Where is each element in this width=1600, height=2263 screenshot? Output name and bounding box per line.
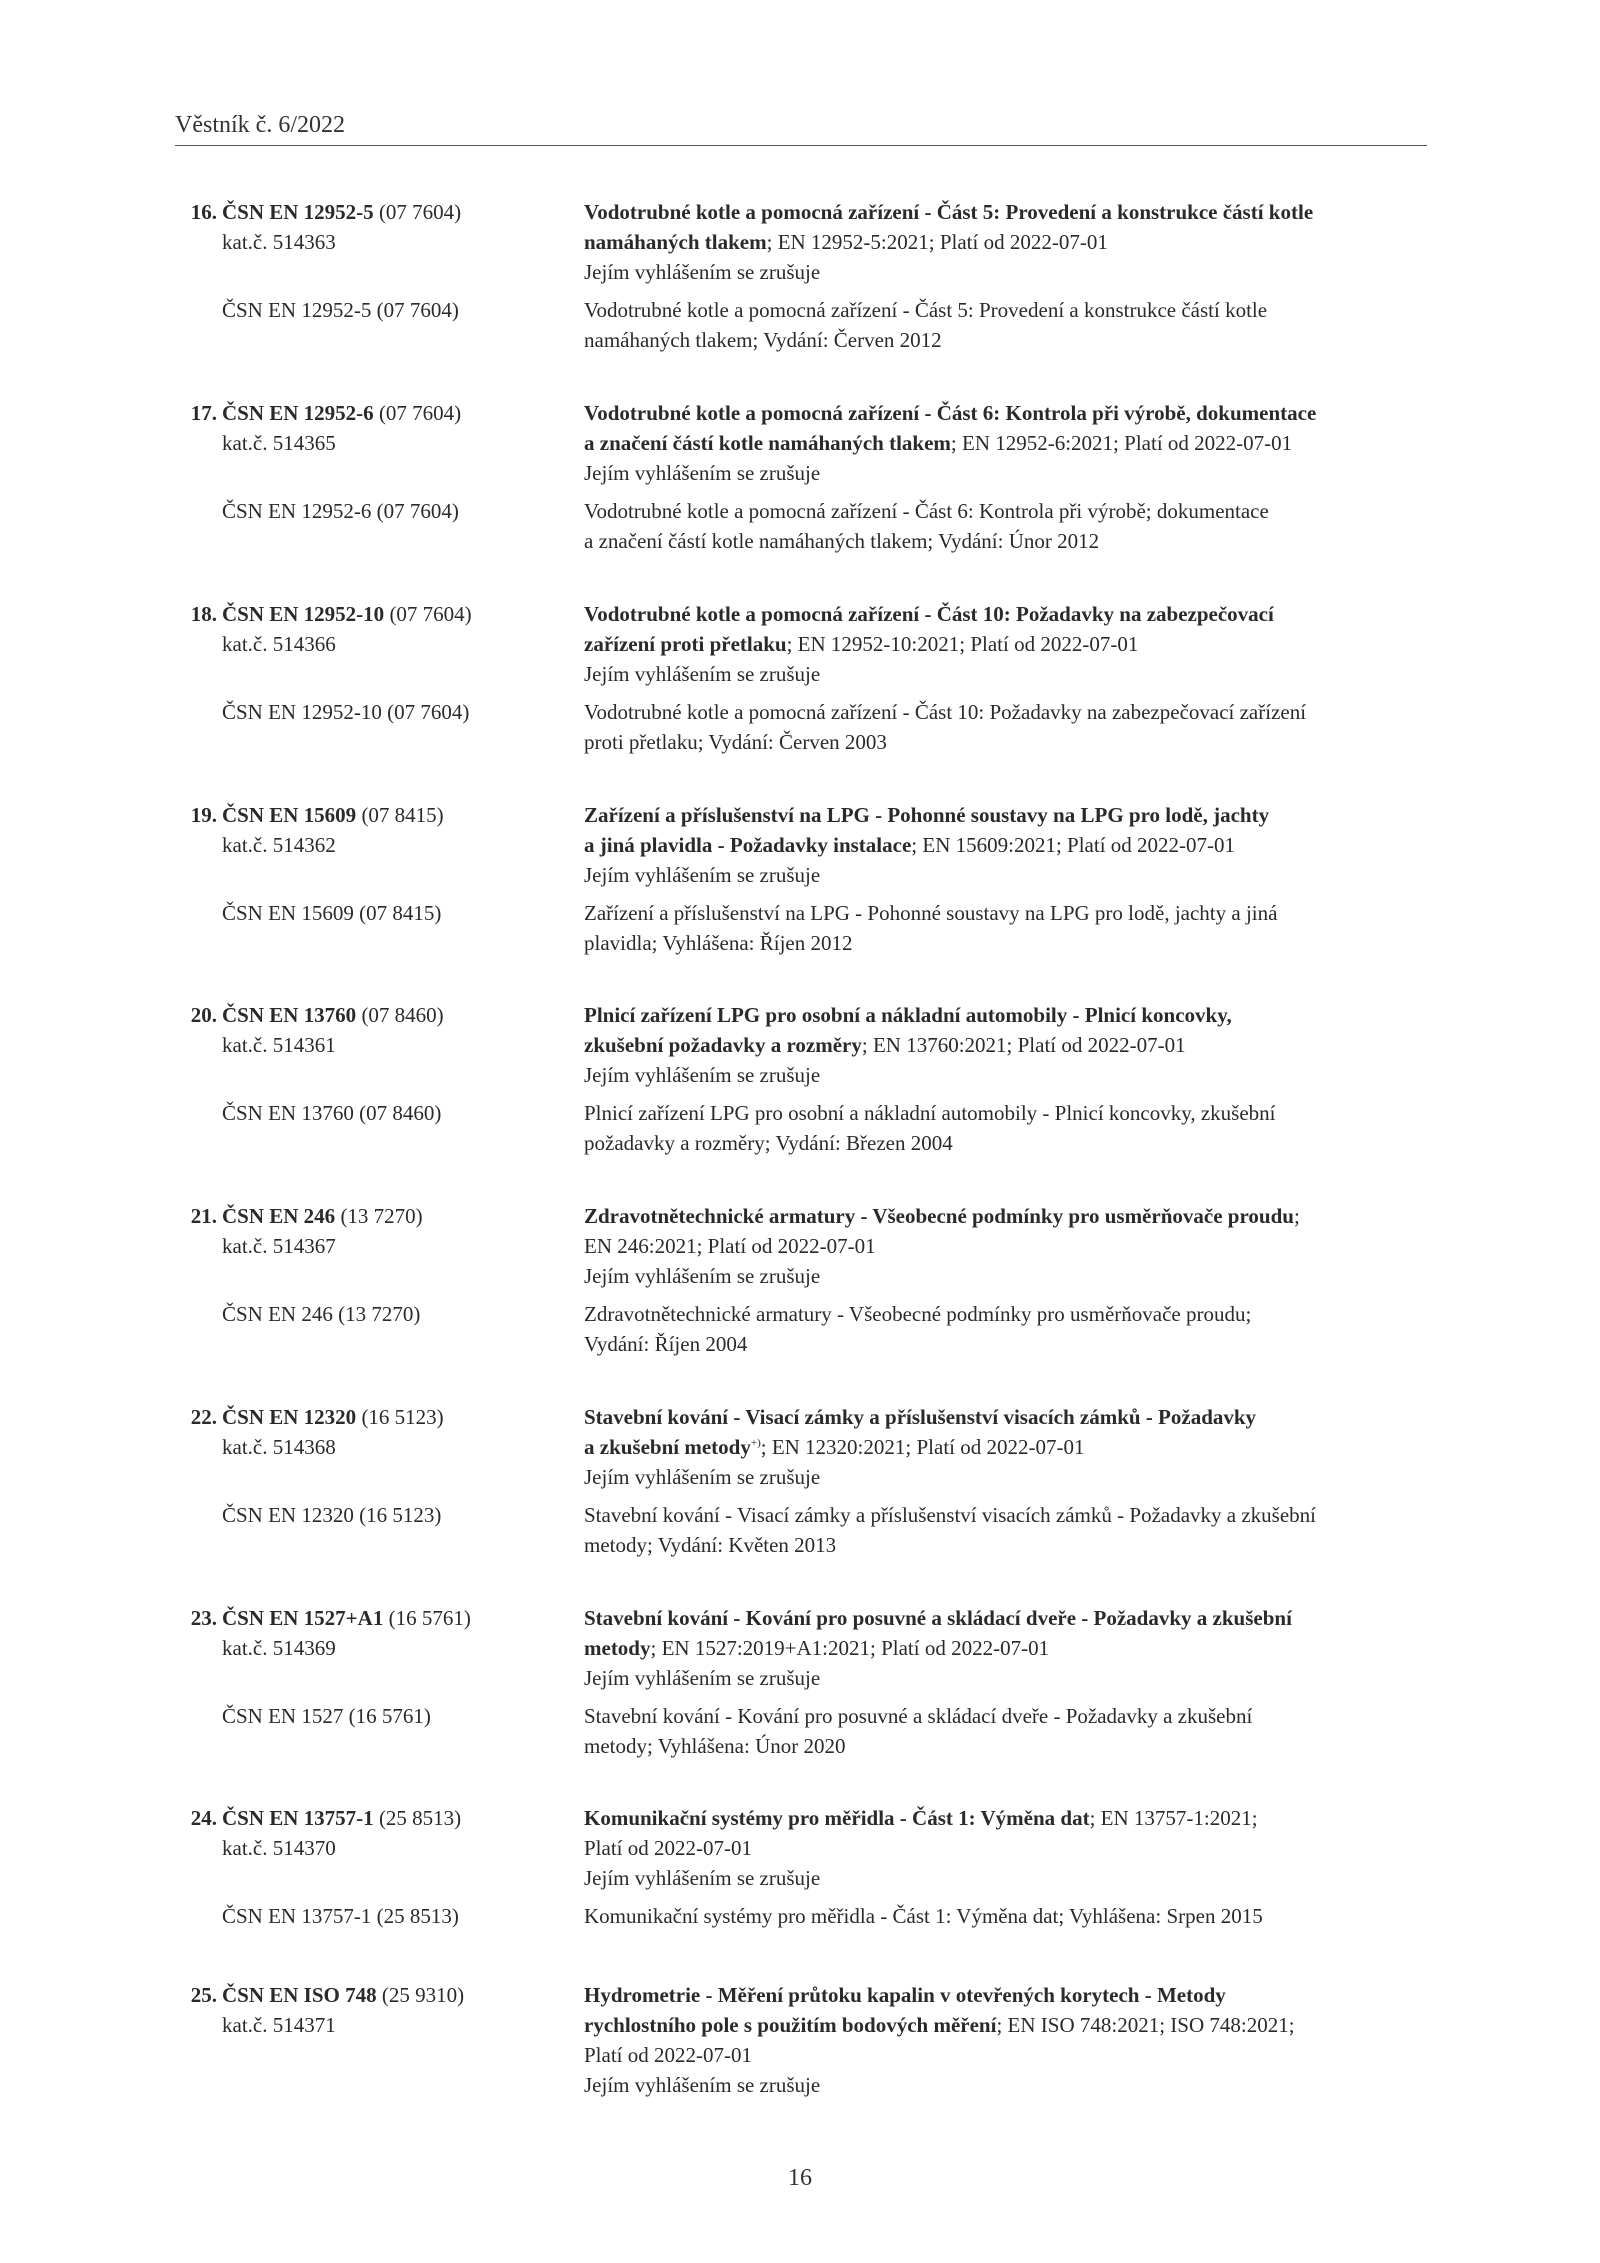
catalogue-number: kat.č. 514371: [222, 2013, 336, 2037]
entry-number: 20.: [190, 1003, 217, 1027]
standard-title-bold: a zkušební metody: [584, 1435, 751, 1459]
replaced-standard-code: ČSN EN 246 (13 7270): [222, 1302, 421, 1326]
standard-title-bold: Stavební kování - Visací zámky a příslušenství visacích zámků - Požadavky: [584, 1405, 1257, 1429]
replaced-standard-title: Vodotrubné kotle a pomocná zařízení - Část 10: Požadavky na zabezpečovací zařízení: [584, 700, 1307, 724]
catalogue-number: kat.č. 514363: [222, 230, 336, 254]
standard-title-detail: Platí od 2022-07-01: [584, 2043, 752, 2067]
standard-title-detail: ; EN 1527:2019+A1:2021; Platí od 2022-07-01: [650, 1636, 1050, 1660]
standard-code: ČSN EN 12952-6: [222, 401, 374, 425]
standard-title-detail: ; EN ISO 748:2021; ISO 748:2021;: [996, 2013, 1295, 2037]
standard-title-line: [584, 1803, 1258, 1833]
standard-code: ČSN EN 12952-10: [222, 602, 385, 626]
replaced-standard-title: Vodotrubné kotle a pomocná zařízení - Část 5: Provedení a konstrukce částí kotle: [584, 298, 1268, 322]
standard-code-line: [222, 1803, 461, 1833]
cancellation-note: Jejím vyhlášením se zrušuje: [584, 1666, 821, 1690]
entry-number: 21.: [190, 1204, 217, 1228]
standard-code-line: [222, 1000, 444, 1030]
standard-code: ČSN EN 15609: [222, 803, 357, 827]
standard-code-line: [222, 398, 461, 428]
page-number: 16: [788, 2165, 812, 2191]
standard-class: (07 8460): [361, 1003, 444, 1027]
page-header: Věstník č. 6/2022: [175, 112, 345, 138]
replaced-standard-title: a značení částí kotle namáhaných tlakem; Vydání: Únor 2012: [584, 529, 1100, 553]
standard-title-bold: Vodotrubné kotle a pomocná zařízení - Část 6: Kontrola při výrobě, dokumentace: [584, 401, 1317, 425]
standard-title-line: [584, 1030, 1186, 1060]
standard-title-detail: ; EN 13757-1:2021;: [1089, 1806, 1258, 1830]
standard-title-bold: Plnicí zařízení LPG pro osobní a nákladní automobily - Plnicí koncovky,: [584, 1003, 1232, 1027]
entry-number: 22.: [190, 1405, 217, 1429]
standard-class: (07 8415): [361, 803, 444, 827]
standard-title-bold: Vodotrubné kotle a pomocná zařízení - Část 5: Provedení a konstrukce částí kotle: [584, 200, 1314, 224]
cancellation-note: Jejím vyhlášením se zrušuje: [584, 1063, 821, 1087]
replaced-standard-code: ČSN EN 13757-1 (25 8513): [222, 1904, 459, 1928]
replaced-standard-title: Stavební kování - Visací zámky a příslušenství visacích zámků - Požadavky a zkušební: [584, 1503, 1316, 1527]
footnote-marker: +): [750, 1437, 761, 1449]
replaced-standard-title: Plnicí zařízení LPG pro osobní a nákladní automobily - Plnicí koncovky, zkušební: [584, 1101, 1276, 1125]
standard-title-line: [584, 1603, 1292, 1633]
cancellation-note: Jejím vyhlášením se zrušuje: [584, 662, 821, 686]
standard-title-bold: Zařízení a příslušenství na LPG - Pohonné soustavy na LPG pro lodě, jachty: [584, 803, 1270, 827]
replaced-standard-code: ČSN EN 12952-10 (07 7604): [222, 700, 470, 724]
replaced-standard-title: Komunikační systémy pro měřidla - Část 1: Výměna dat; Vyhlášena: Srpen 2015: [584, 1904, 1263, 1928]
standard-title-line: [584, 1633, 1049, 1663]
standard-title-detail: ; EN 13760:2021; Platí od 2022-07-01: [861, 1033, 1186, 1057]
standard-code: ČSN EN 13760: [222, 1003, 357, 1027]
standard-title-line: [584, 629, 1138, 659]
standard-class: (25 9310): [381, 1983, 465, 2007]
standard-code: ČSN EN 246: [222, 1204, 336, 1228]
standard-code-line: [222, 1402, 444, 1432]
standard-class: (07 7604): [378, 401, 462, 425]
entry-number: 16.: [190, 200, 217, 224]
standard-title-bold: namáhaných tlakem: [584, 230, 767, 254]
replaced-standard-title: Vodotrubné kotle a pomocná zařízení - Část 6: Kontrola při výrobě; dokumentace: [584, 499, 1269, 523]
standard-title-bold: Stavební kování - Kování pro posuvné a skládací dveře - Požadavky a zkušební: [584, 1606, 1292, 1630]
standard-code-line: [222, 599, 472, 629]
standard-title-line: [584, 398, 1316, 428]
replaced-standard-title: metody; Vydání: Květen 2013: [584, 1533, 837, 1557]
standard-title-bold: Komunikační systémy pro měřidla - Část 1: Výměna dat: [584, 1806, 1090, 1830]
standard-class: (07 7604): [389, 602, 472, 626]
standard-title-bold: metody: [584, 1636, 651, 1660]
standard-title-line: [584, 1833, 752, 1863]
replaced-standard-title: proti přetlaku; Vydání: Červen 2003: [584, 730, 887, 754]
standard-title-line: [584, 1201, 1300, 1231]
replaced-standard-title: namáhaných tlakem; Vydání: Červen 2012: [584, 328, 942, 352]
catalogue-number: kat.č. 514365: [222, 431, 336, 455]
cancellation-note: Jejím vyhlášením se zrušuje: [584, 2073, 821, 2097]
standard-title-line: [584, 227, 1108, 257]
standard-code: ČSN EN ISO 748: [222, 1983, 377, 2007]
standard-title-detail: ; EN 12320:2021; Platí od 2022-07-01: [760, 1435, 1085, 1459]
catalogue-number: kat.č. 514361: [222, 1033, 336, 1057]
standard-class: (25 8513): [378, 1806, 462, 1830]
standard-code-line: [222, 800, 444, 830]
standard-title-line: [584, 428, 1292, 458]
standard-code-line: [222, 1980, 464, 2010]
standard-title-detail: ;: [1293, 1204, 1300, 1228]
standard-title-detail: ; EN 12952-5:2021; Platí od 2022-07-01: [766, 230, 1108, 254]
entry-number: 17.: [190, 401, 217, 425]
replaced-standard-title: Stavební kování - Kování pro posuvné a skládací dveře - Požadavky a zkušební: [584, 1704, 1253, 1728]
entry-number: 18.: [190, 602, 217, 626]
standard-title-line: [584, 1980, 1226, 2010]
standard-title-line: [584, 1402, 1256, 1432]
standard-title-bold: rychlostního pole s použitím bodových měření: [584, 2013, 997, 2037]
standard-class: (13 7270): [340, 1204, 423, 1228]
standard-code: ČSN EN 13757-1: [222, 1806, 374, 1830]
catalogue-number: kat.č. 514362: [222, 833, 336, 857]
standard-title-bold: a jiná plavidla - Požadavky instalace: [584, 833, 912, 857]
standard-title-line: [584, 830, 1235, 860]
cancellation-note: Jejím vyhlášením se zrušuje: [584, 863, 821, 887]
entry-number: 19.: [190, 803, 217, 827]
standard-code-line: [222, 1201, 423, 1231]
standard-code: ČSN EN 12320: [222, 1405, 357, 1429]
cancellation-note: Jejím vyhlášením se zrušuje: [584, 461, 821, 485]
catalogue-number: kat.č. 514368: [222, 1435, 336, 1459]
standard-title-line: [584, 1432, 1084, 1462]
standard-title-bold: zařízení proti přetlaku: [584, 632, 787, 656]
standard-class: (16 5761): [388, 1606, 471, 1630]
standard-title-bold: a značení částí kotle namáhaných tlakem: [584, 431, 951, 455]
standard-title-bold: zkušební požadavky a rozměry: [584, 1033, 862, 1057]
standard-title-detail: Platí od 2022-07-01: [584, 1836, 752, 1860]
standard-title-line: [584, 800, 1269, 830]
standard-code: ČSN EN 1527+A1: [222, 1606, 384, 1630]
standard-title-bold: Vodotrubné kotle a pomocná zařízení - Část 10: Požadavky na zabezpečovací: [584, 602, 1274, 626]
replaced-standard-title: požadavky a rozměry; Vydání: Březen 2004: [584, 1131, 953, 1155]
standard-class: (16 5123): [361, 1405, 444, 1429]
replaced-standard-code: ČSN EN 13760 (07 8460): [222, 1101, 442, 1125]
standard-title-detail: ; EN 15609:2021; Platí od 2022-07-01: [911, 833, 1236, 857]
cancellation-note: Jejím vyhlášením se zrušuje: [584, 1866, 821, 1890]
standard-title-detail: EN 246:2021; Platí od 2022-07-01: [584, 1234, 876, 1258]
standard-code-line: [222, 1603, 471, 1633]
standard-title-bold: Hydrometrie - Měření průtoku kapalin v otevřených korytech - Metody: [584, 1983, 1226, 2007]
entry-number: 24.: [190, 1806, 217, 1830]
entry-number: 23.: [190, 1606, 217, 1630]
replaced-standard-code: ČSN EN 12952-5 (07 7604): [222, 298, 459, 322]
standard-title-line: [584, 599, 1274, 629]
cancellation-note: Jejím vyhlášením se zrušuje: [584, 1465, 821, 1489]
replaced-standard-title: Zdravotnětechnické armatury - Všeobecné podmínky pro usměrňovače proudu;: [584, 1302, 1252, 1326]
header-rule: [175, 145, 1427, 146]
catalogue-number: kat.č. 514367: [222, 1234, 336, 1258]
standard-title-line: [584, 197, 1313, 227]
standard-code: ČSN EN 12952-5: [222, 200, 374, 224]
replaced-standard-code: ČSN EN 1527 (16 5761): [222, 1704, 431, 1728]
replaced-standard-code: ČSN EN 15609 (07 8415): [222, 901, 442, 925]
replaced-standard-title: plavidla; Vyhlášena: Říjen 2012: [584, 931, 853, 955]
catalogue-number: kat.č. 514366: [222, 632, 336, 656]
standard-class: (07 7604): [378, 200, 462, 224]
replaced-standard-title: Vydání: Říjen 2004: [584, 1332, 748, 1356]
standard-title-line: [584, 1231, 876, 1261]
cancellation-note: Jejím vyhlášením se zrušuje: [584, 1264, 821, 1288]
standard-code-line: [222, 197, 461, 227]
standard-title-detail: ; EN 12952-10:2021; Platí od 2022-07-01: [786, 632, 1139, 656]
catalogue-number: kat.č. 514370: [222, 1836, 336, 1860]
standard-title-line: [584, 1000, 1232, 1030]
standard-title-bold: Zdravotnětechnické armatury - Všeobecné podmínky pro usměrňovače proudu: [584, 1204, 1294, 1228]
standard-title-line: [584, 2010, 1295, 2040]
catalogue-number: kat.č. 514369: [222, 1636, 336, 1660]
entry-number: 25.: [190, 1983, 217, 2007]
cancellation-note: Jejím vyhlášením se zrušuje: [584, 260, 821, 284]
replaced-standard-title: metody; Vyhlášena: Únor 2020: [584, 1734, 846, 1758]
replaced-standard-code: ČSN EN 12320 (16 5123): [222, 1503, 442, 1527]
replaced-standard-title: Zařízení a příslušenství na LPG - Pohonné soustavy na LPG pro lodě, jachty a jiná: [584, 901, 1278, 925]
standard-title-line: [584, 2040, 752, 2070]
replaced-standard-code: ČSN EN 12952-6 (07 7604): [222, 499, 459, 523]
standard-title-detail: ; EN 12952-6:2021; Platí od 2022-07-01: [950, 431, 1293, 455]
